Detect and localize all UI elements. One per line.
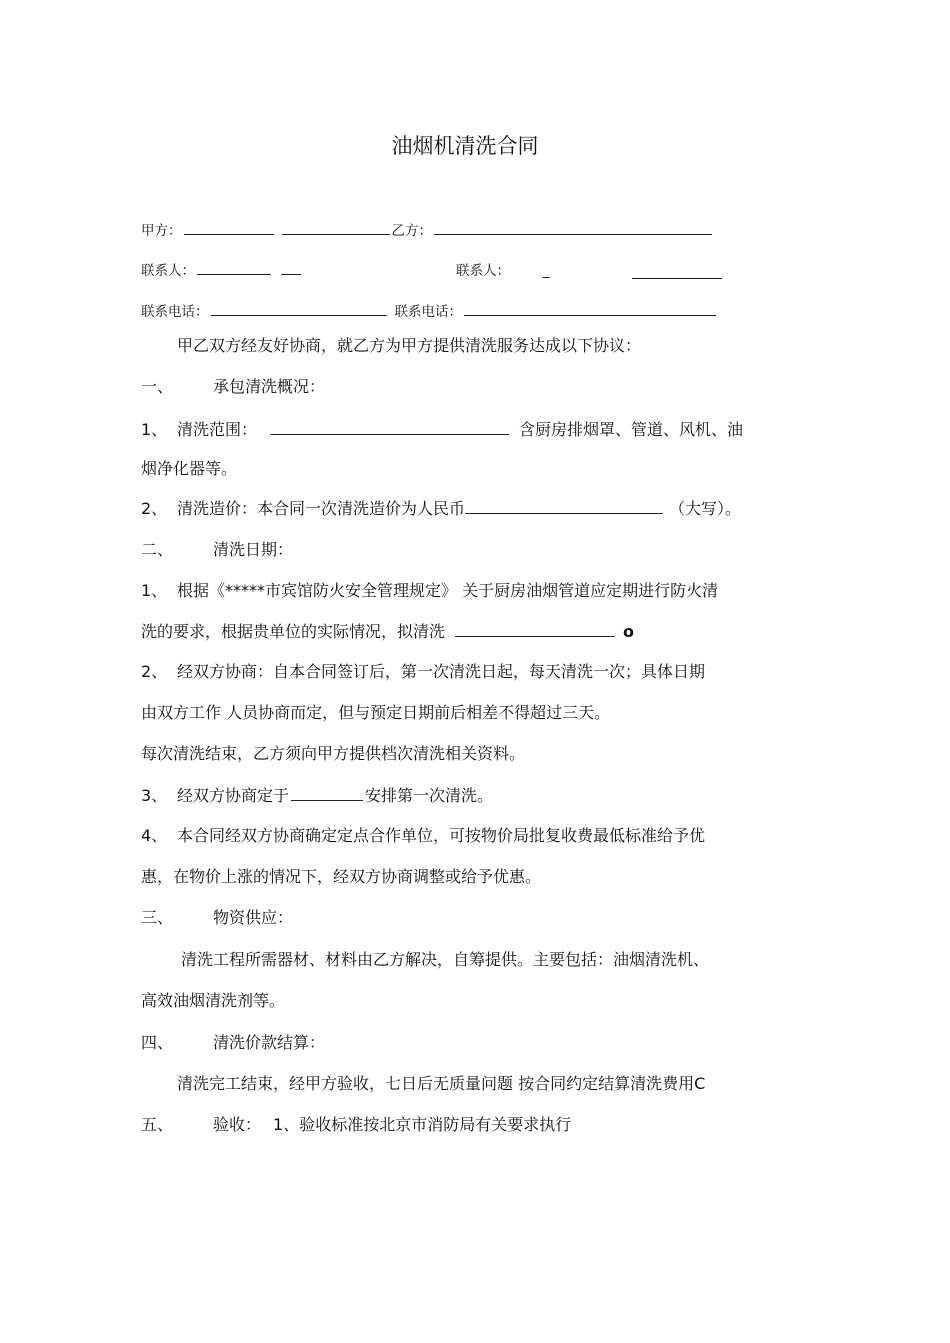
party-a-blank[interactable] <box>184 222 274 235</box>
clause-1-2-label: 清洗造价：本合同一次清洗造价为人民币 <box>177 499 466 518</box>
section-2-title: 清洗日期： <box>213 540 294 559</box>
section-2-number: 二、 <box>141 540 174 559</box>
clause-2-1-number: 1、 <box>141 581 168 600</box>
clause-1-1-continuation: 烟净化器等。 <box>141 459 238 478</box>
contact-row <box>141 260 741 282</box>
party-row <box>141 220 714 242</box>
section-5-title: 验收： <box>213 1115 262 1134</box>
clause-2-2-text: 经双方协商：自本合同签订后，第一次清洗日起，每天清洗一次；具体日期 <box>177 662 706 681</box>
section-4-number: 四、 <box>141 1033 174 1052</box>
section-4-paragraph <box>141 1073 705 1095</box>
clause-2-1-cont-text: 洗的要求，根据贵单位的实际情况，拟清洗 <box>141 622 446 641</box>
clause-2-4 <box>141 825 705 847</box>
phone-b-label: 联系电话： <box>394 304 462 320</box>
section-4-title: 清洗价款结算： <box>213 1033 326 1052</box>
clause-2-3-text-a: 经双方协商定于 <box>177 786 290 805</box>
clause-1-1 <box>141 419 743 441</box>
section-3-continuation: 高效油烟清洗剂等。 <box>141 991 286 1010</box>
section-1-number: 一、 <box>141 377 174 396</box>
phone-row <box>141 301 718 323</box>
section-5-number: 五、 <box>141 1115 174 1134</box>
clause-1-2 <box>141 498 741 520</box>
party-b-label: 乙方： <box>391 223 432 239</box>
clause-2-4-continuation: 惠，在物价上涨的情况下，经双方协商调整或给予优惠。 <box>141 867 542 886</box>
party-a-label: 甲方： <box>141 223 182 239</box>
price-blank[interactable] <box>465 501 663 514</box>
contact-b-blank[interactable] <box>632 266 722 279</box>
clause-2-4-number: 4、 <box>141 826 168 845</box>
contact-a-label: 联系人： <box>141 263 195 279</box>
clause-2-1 <box>141 580 718 602</box>
section-1-title: 承包清洗概况： <box>213 377 326 396</box>
document-title: 油烟机清洗合同 <box>391 134 539 158</box>
section-3-title: 物资供应： <box>213 908 294 927</box>
section-1-heading <box>141 376 325 398</box>
clause-2-3-text-b: 安排第一次清洗。 <box>365 786 494 805</box>
section-5-text: 1、验收标准按北京市消防局有关要求执行 <box>273 1115 572 1134</box>
clause-2-1-end-mark: o <box>623 622 635 641</box>
section-2-heading <box>141 539 293 561</box>
clause-2-1-text: 根据《*****市宾馆防火安全管理规定》 关于厨房油烟管道应定期进行防火清 <box>177 581 719 600</box>
clause-2-2-continuation: 由双方工作 人员协商而定，但与预定日期前后相差不得超过三天。 <box>141 703 611 722</box>
clause-1-1-suffix: 含厨房排烟罩、管道、风机、油 <box>519 420 744 439</box>
intro-text: 甲乙双方经友好协商，就乙方为甲方提供清洗服务达成以下协议： <box>177 336 642 355</box>
phone-a-blank[interactable] <box>211 303 387 316</box>
intro-paragraph <box>141 335 641 357</box>
contact-a-blank[interactable] <box>197 262 271 275</box>
section-3-text: 清洗工程所需器材、材料由乙方解决，自筹提供。主要包括：油烟清洗机、 <box>181 950 710 969</box>
clause-2-1-continuation <box>141 621 634 643</box>
section-4-heading <box>141 1032 325 1054</box>
section-3-heading <box>141 907 293 929</box>
section-5-heading <box>141 1114 571 1136</box>
contact-b-dash: _ <box>543 263 550 279</box>
party-a-blank-2[interactable] <box>282 222 390 235</box>
clause-2-4-text: 本合同经双方协商确定定点合作单位，可按物价局批复收费最低标准给予优 <box>177 826 706 845</box>
clause-1-2-suffix: （大写）。 <box>669 499 742 518</box>
section-3-number: 三、 <box>141 908 174 927</box>
clause-2-3 <box>141 785 493 807</box>
clause-2-2-number: 2、 <box>141 662 168 681</box>
cleaning-scope-blank[interactable] <box>271 422 509 435</box>
phone-b-blank[interactable] <box>464 303 716 316</box>
clause-1-2-number: 2、 <box>141 499 168 518</box>
phone-a-label: 联系电话： <box>141 304 209 320</box>
party-b-blank[interactable] <box>434 222 712 235</box>
first-cleaning-date-blank[interactable] <box>291 788 363 801</box>
section-4-text: 清洗完工结束，经甲方验收，七日后无质量问题 按合同约定结算清洗费用C <box>177 1074 706 1093</box>
contact-b-label: 联系人： <box>456 263 510 279</box>
clause-2-3-number: 3、 <box>141 786 168 805</box>
section-3-paragraph <box>141 949 709 971</box>
clause-2-note: 每次清洗结束，乙方须向甲方提供档次清洗相关资料。 <box>141 744 526 763</box>
clause-2-2 <box>141 661 705 683</box>
contact-a-blank-2[interactable] <box>281 262 301 275</box>
cleaning-plan-blank[interactable] <box>455 624 615 637</box>
clause-1-1-label: 清洗范围： <box>177 420 258 439</box>
clause-1-1-number: 1、 <box>141 420 168 439</box>
